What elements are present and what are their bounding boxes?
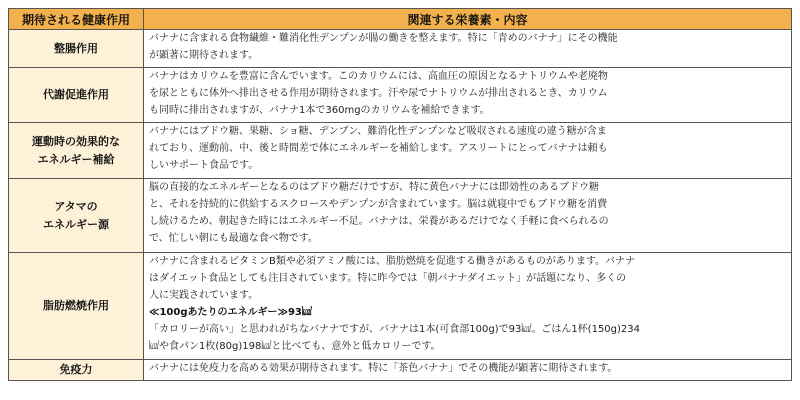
description-cell (144, 360, 792, 381)
effect-label: エネルギー補給 (37, 152, 115, 166)
effect-label: アタマの (54, 199, 98, 213)
description-cell (144, 68, 792, 123)
description-cell (144, 123, 792, 179)
header-nutrients: 関連する栄養素・内容 (144, 9, 792, 30)
table-row (9, 30, 792, 68)
effect-label: 脂肪燃焼作用 (43, 299, 109, 312)
health-effects-table (8, 8, 792, 381)
table-row (9, 179, 792, 253)
effect-cell (9, 253, 144, 360)
table-row (9, 68, 792, 123)
header-row (9, 9, 792, 30)
description-line: を尿とともに体外へ排出させる作用が期待されます。汗や尿でナトリウムが排出されるとき、カリウム (149, 88, 608, 99)
description-line: で、忙しい朝にも最適な食べ物です。 (149, 233, 318, 244)
effect-label: 整腸作用 (54, 41, 98, 55)
effect-label: 代謝促進作用 (43, 88, 109, 101)
description-line: しいサポート食品です。 (149, 160, 259, 171)
effect-label: 免疫力 (59, 363, 93, 376)
effect-label: 運動時の効果的な (32, 134, 120, 148)
description-line: バナナはカリウムを豊富に含んでいます。このカリウムには、高血圧の原因となるナトリウムや老廃物 (149, 71, 608, 82)
effect-label: エネルギー源 (43, 217, 109, 231)
description-cell (144, 253, 792, 360)
description-line: バナナには免疫力を高める効果が期待されます。特に「茶色バナナ」でその機能が顕著に期待されます。 (149, 363, 618, 374)
description-line: れており、運動前、中、後と時間差で体にエネルギーを補給します。アスリートにとってバナナは頼も (149, 143, 608, 154)
effect-cell (9, 360, 144, 381)
description-line: ㎉や食パン1枚(80g)198㎉と比べても、意外と低カロリーです。 (149, 341, 441, 352)
description-line: が顕著に期待されます。 (149, 50, 259, 61)
table-row (9, 253, 792, 360)
table-row (9, 360, 792, 381)
description-line: し続けるため、朝起きた時にはエネルギー不足。バナナは、栄養があるだけでなく手軽に食べられるの (149, 216, 609, 227)
description-line: バナナに含まれるビタミンB類や必須アミノ酸には、脂肪燃焼を促進する働きがあるものがあります。バナナ (149, 256, 636, 267)
description-line: 人に実践されています。 (149, 290, 259, 301)
description-line: も同時に排出されますが、バナナ1本で360mgのカリウムを補給できます。 (149, 105, 490, 116)
table-header (9, 9, 792, 30)
description-line: はダイエット食品としても注目されています。特に昨今では「朝バナナダイエット」が話題になり、多くの (149, 273, 627, 284)
description-line: 「カロリーが高い」と思われがちなバナナですが、バナナは1本(可食部100g)で93㎉。ごはん1杯(150g)234 (149, 324, 641, 335)
energy-per-100g-heading: ≪100gあたりのエネルギー≫93㎉ (149, 307, 312, 318)
description-line: 脳の直接的なエネルギーとなるのはブドウ糖だけですが、特に黄色バナナには即効性のあるブドウ糖 (149, 182, 599, 193)
description-line: と、それを持続的に供給するスクロースやデンプンが含まれています。脳は就寝中でもブドウ糖を消費 (149, 199, 608, 210)
effect-cell (9, 179, 144, 253)
description-cell (144, 179, 792, 253)
effect-cell (9, 123, 144, 179)
table-row (9, 123, 792, 179)
effect-cell (9, 30, 144, 68)
description-line: バナナにはブドウ糖、果糖、ショ糖、デンプン、難消化性デンプンなど吸収される速度の違う糖が含ま (149, 126, 607, 137)
description-cell (144, 30, 792, 68)
header-effect: 期待される健康作用 (9, 9, 144, 30)
description-line: バナナに含まれる食物繊維・難消化性デンプンが腸の働きを整えます。特に「青めのバナナ」にその機能 (149, 33, 618, 44)
effect-cell (9, 68, 144, 123)
